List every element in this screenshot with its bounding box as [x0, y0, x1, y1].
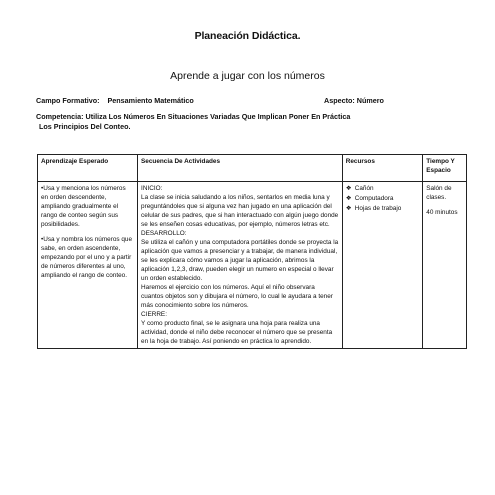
header-recursos: Recursos	[342, 155, 423, 182]
list-item	[346, 184, 420, 193]
list-item	[346, 204, 420, 213]
secuencia-desarrollo-text: Se utiliza el cañón y una computadora portátiles donde se proyecta la aplicación que vamos a presenciar y a trabajar, de manera individual, se les explicara cómo vamos a jugar la aplicación, abrimos la aplicación 1,2,3, draw, pueden elegir un numero en especial o llevar un orden establecido.	[141, 239, 339, 282]
diamond-check-bullet-icon: ❖	[345, 195, 352, 202]
secuencia-desarrollo-text-2: Haremos el ejercicio con los números. Aquí el niño observara cuantos objetos son y dibujara el número, lo cual le ayudara a tener más conocimiento sobre los números.	[141, 284, 333, 309]
secuencia-cierre-text: Y como producto final, se le asignara una hoja para realiza una actividad, donde el niño debe reconocer el número que se presenta en la hoja de trabajo. Así poniendo en práctica lo aprendido.	[141, 320, 333, 345]
aspecto: Aspecto: Número	[324, 96, 384, 105]
diamond-check-bullet-icon: ❖	[345, 185, 352, 192]
tiempo-duracion: 40 minutos	[426, 209, 458, 216]
lesson-title: Aprende a jugar con los números	[170, 70, 325, 82]
aprendizaje-item: •Usa y menciona los números en orden descendente, ampliando gradualmente el rango de conteo según sus posibilidades.	[41, 185, 126, 228]
secuencia-inicio-text: La clase se inicia saludando a los niños, sentarlos en media luna y preguntándoles que si alguna vez han jugado en una aplicación del celular de sus padres, que si han interactuado con algún juego donde se les enseñen cosas educativas, por ejemplo, números letras etc.	[141, 194, 339, 228]
header-tiempo: Tiempo Y Espacio	[423, 155, 467, 182]
recurso-label: Cañón	[354, 185, 374, 192]
competencia-line-2: Los Principios Del Conteo.	[39, 122, 131, 131]
competencia	[36, 112, 366, 132]
campo-label: Campo Formativo:	[36, 96, 100, 105]
planning-table	[37, 154, 467, 349]
aprendizaje-cell	[38, 182, 138, 349]
secuencia-desarrollo-heading: DESARROLLO:	[141, 230, 187, 237]
header-secuencia: Secuencia De Actividades	[138, 155, 343, 182]
table-header-row	[38, 155, 467, 182]
list-item	[346, 194, 420, 203]
page-title: Planeación Didáctica.	[194, 30, 301, 42]
competencia-line-1: Competencia: Utiliza Los Números En Situaciones Variadas Que Implican Poner En Práctica	[36, 112, 351, 121]
header-aprendizaje: Aprendizaje Esperado	[38, 155, 138, 182]
tiempo-espacio: Salón de clases.	[426, 185, 452, 201]
secuencia-cell	[138, 182, 343, 349]
campo-formativo	[36, 96, 194, 105]
aprendizaje-item: •Usa y nombra los números que sabe, en orden ascendente, empezando por el uno y a partir de números diferentes al uno, ampliando el rango de conteo.	[41, 236, 133, 279]
table-row	[38, 182, 467, 349]
recurso-label: Hojas de trabajo	[354, 205, 402, 212]
recursos-cell	[342, 182, 423, 349]
campo-value: Pensamiento Matemático	[107, 96, 194, 105]
secuencia-inicio-heading: INICIO:	[141, 185, 163, 192]
secuencia-cierre-heading: CIERRE:	[141, 311, 167, 318]
recurso-label: Computadora	[354, 195, 394, 202]
tiempo-cell	[423, 182, 467, 349]
diamond-check-bullet-icon: ❖	[345, 205, 352, 212]
